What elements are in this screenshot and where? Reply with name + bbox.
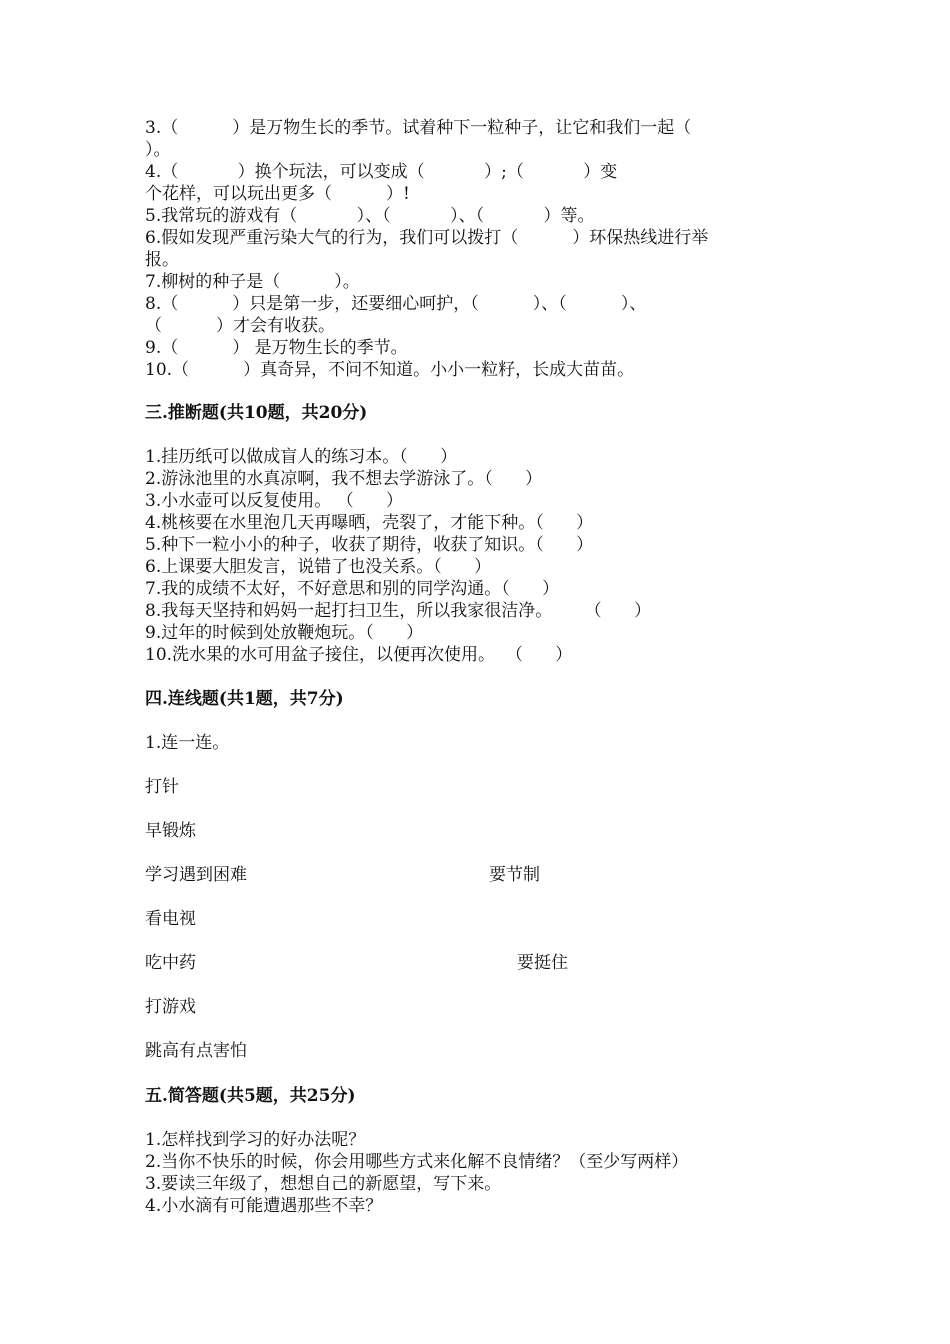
matching-left-item: 跳高有点害怕 xyxy=(145,1041,247,1061)
section-title-judgement: 三.推断题(共10题，共20分) xyxy=(145,403,368,423)
matching-left-item: 早锻炼 xyxy=(145,821,196,841)
judgement-item-8: 8.我每天坚持和妈妈一起打扫卫生，所以我家很洁净。 （ ） xyxy=(145,601,652,621)
judgement-item-5: 5.种下一粒小小的种子，收获了期待，收获了知识。（ ） xyxy=(145,535,594,555)
judgement-item-2: 2.游泳池里的水真凉啊，我不想去学游泳了。（ ） xyxy=(145,469,543,489)
judgement-item-4: 4.桃核要在水里泡几天再曝晒，壳裂了，才能下种。（ ） xyxy=(145,513,594,533)
short-answer-item-1: 1.怎样找到学习的好办法呢？ xyxy=(145,1130,366,1150)
judgement-item-3: 3.小水壶可以反复使用。 （ ） xyxy=(145,491,404,511)
judgement-item-10: 10.洗水果的水可用盆子接住，以便再次使用。 （ ） xyxy=(145,645,573,665)
fill-blank-item-5: 5.我常玩的游戏有（ ）、（ ）、（ ）等。 xyxy=(145,206,595,226)
short-answer-item-3: 3.要读三年级了，想想自己的新愿望，写下来。 xyxy=(145,1174,502,1194)
section-title-matching: 四.连线题(共1题，共7分) xyxy=(145,689,344,709)
fill-blank-item-7: 7.柳树的种子是（ ）。 xyxy=(145,272,360,292)
fill-blank-item-8: 8.（ ）只是第一步，还要细心呵护，（ ）、（ ）、 xyxy=(145,294,647,314)
fill-blank-item-10: 10.（ ）真奇异，不问不知道。小小一粒籽，长成大苗苗。 xyxy=(145,360,635,380)
matching-question: 1.连一连。 xyxy=(145,733,230,753)
short-answer-item-2: 2.当你不快乐的时候，你会用哪些方式来化解不良情绪？（至少写两样） xyxy=(145,1152,689,1172)
fill-blank-item-8-cont: （ ）才会有收获。 xyxy=(145,316,336,336)
judgement-item-7: 7.我的成绩不太好，不好意思和别的同学沟通。（ ） xyxy=(145,579,560,599)
judgement-item-9: 9.过年的时候到处放鞭炮玩。（ ） xyxy=(145,623,424,643)
fill-blank-item-3: 3.（ ）是万物生长的季节。试着种下一粒种子，让它和我们一起（ xyxy=(145,118,692,138)
fill-blank-item-9: 9.（ ） 是万物生长的季节。 xyxy=(145,338,408,358)
matching-left-item: 打游戏 xyxy=(145,997,196,1017)
matching-left-item: 看电视 xyxy=(145,909,196,929)
matching-right-item: 要挺住 xyxy=(517,953,568,973)
section-title-short-answer: 五.简答题(共5题，共25分) xyxy=(145,1086,356,1106)
short-answer-item-4: 4.小水滴有可能遭遇那些不幸？ xyxy=(145,1196,383,1216)
fill-blank-item-6-cont: 报。 xyxy=(145,250,179,270)
judgement-item-1: 1.挂历纸可以做成盲人的练习本。（ ） xyxy=(145,447,458,467)
fill-blank-item-6: 6.假如发现严重污染大气的行为，我们可以拨打（ ）环保热线进行举 xyxy=(145,228,709,248)
matching-left-item: 学习遇到困难 xyxy=(145,865,247,885)
matching-right-item: 要节制 xyxy=(489,865,540,885)
fill-blank-item-3-cont: ）。 xyxy=(145,140,171,160)
judgement-item-6: 6.上课要大胆发言，说错了也没关系。（ ） xyxy=(145,557,492,577)
fill-blank-item-4-cont: 个花样，可以玩出更多（ ）! xyxy=(145,184,410,204)
matching-left-item: 吃中药 xyxy=(145,953,196,973)
fill-blank-item-4: 4.（ ）换个玩法，可以变成（ ）;（ ）变 xyxy=(145,162,618,182)
matching-left-item: 打针 xyxy=(145,777,179,797)
